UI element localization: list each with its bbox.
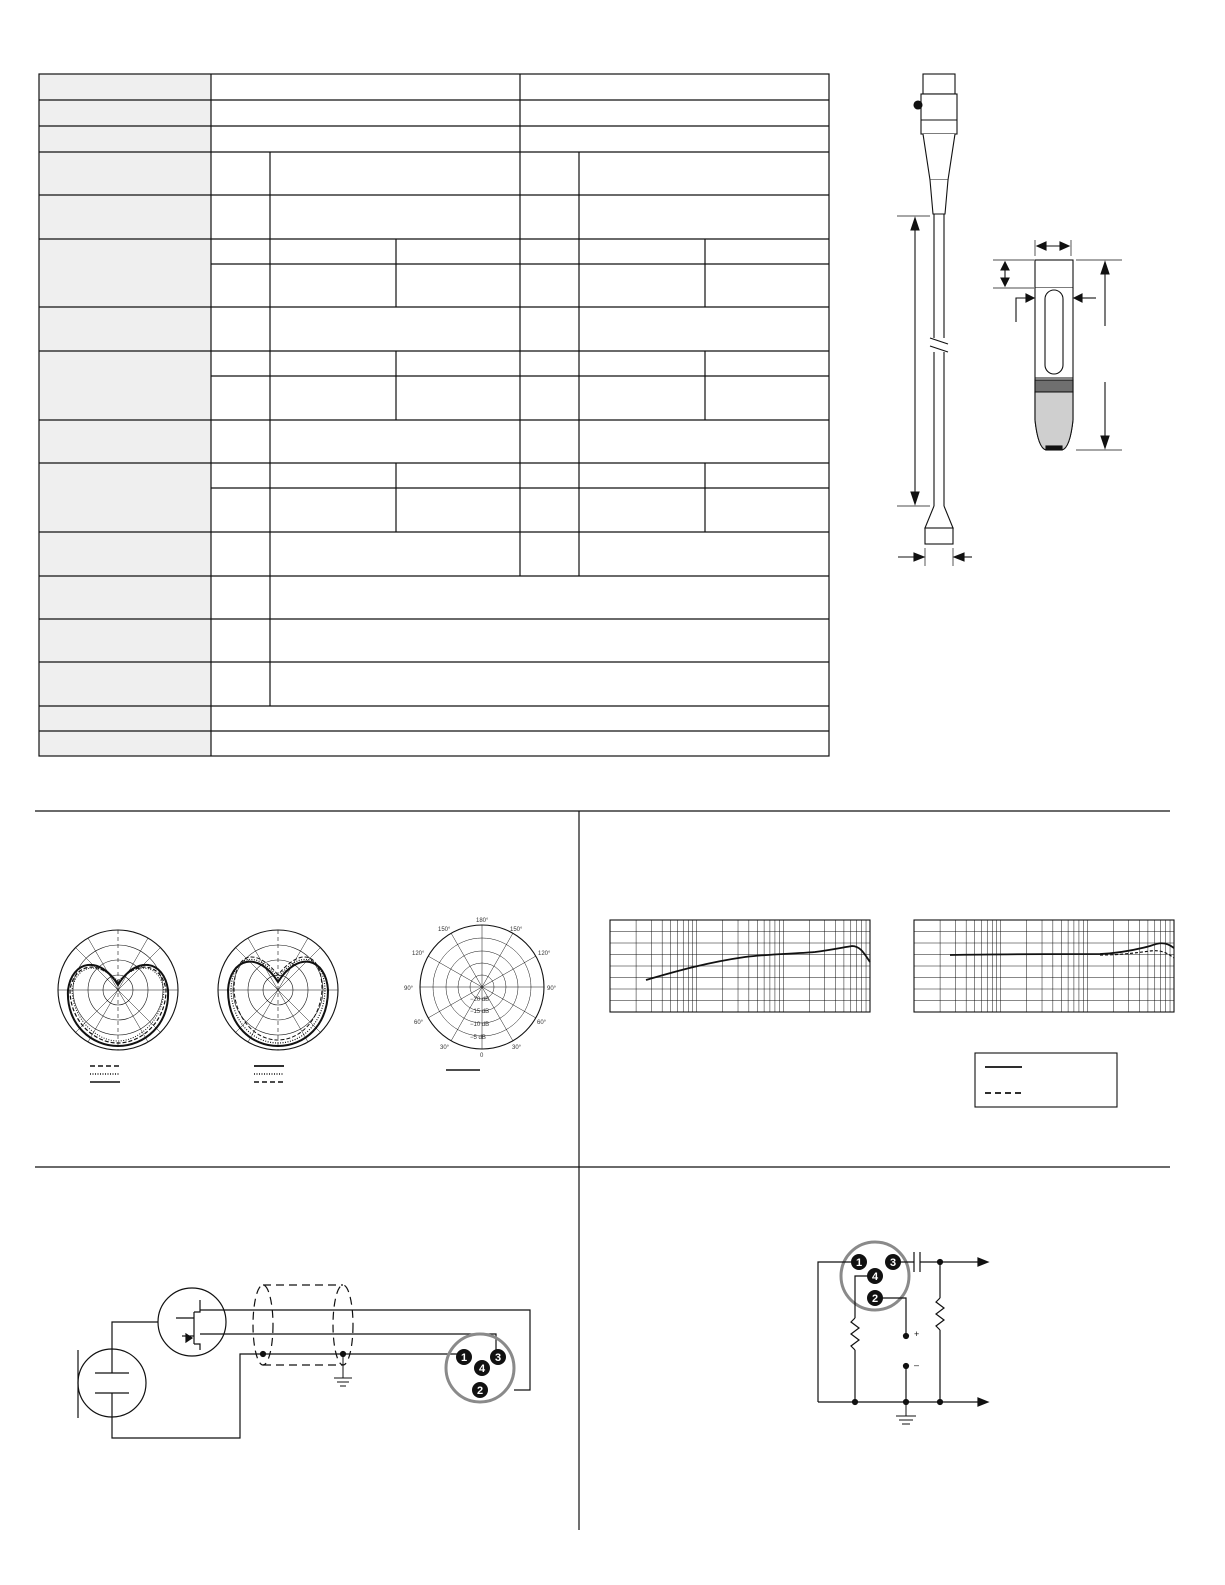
ground-icon bbox=[896, 1402, 916, 1424]
arrow-icon bbox=[1101, 436, 1109, 448]
arrow-icon bbox=[1101, 262, 1109, 274]
arrow-icon bbox=[1060, 242, 1069, 250]
arrow-icon bbox=[978, 1258, 988, 1266]
arrow-icon bbox=[1001, 278, 1009, 286]
angle-label: 0 bbox=[480, 1053, 484, 1059]
angle-label: 120° bbox=[538, 951, 551, 957]
db-label: −10 dB bbox=[470, 1022, 490, 1028]
pin-2-label: 2 bbox=[871, 1293, 879, 1305]
pin-1-label: 1 bbox=[855, 1257, 863, 1269]
angle-label: 30° bbox=[512, 1045, 522, 1051]
frequency-chart-2 bbox=[914, 920, 1174, 1012]
arrow-icon bbox=[1026, 294, 1034, 302]
arrow-icon bbox=[911, 492, 919, 504]
label-column bbox=[39, 74, 211, 756]
angle-label: 180° bbox=[476, 918, 489, 924]
arrow-icon bbox=[1037, 242, 1046, 250]
angle-label: 150° bbox=[438, 927, 451, 933]
arrow-icon bbox=[1001, 262, 1009, 270]
capsule-drawing bbox=[993, 240, 1122, 450]
angle-label: 150° bbox=[510, 927, 523, 933]
section-dividers bbox=[35, 811, 1170, 1530]
pin-2-label: 2 bbox=[476, 1385, 484, 1397]
transistor-icon bbox=[158, 1288, 226, 1356]
angle-label: 90° bbox=[547, 986, 557, 992]
polar-pattern-2 bbox=[218, 930, 338, 1082]
pin-4-label: 4 bbox=[478, 1363, 486, 1375]
arrow-icon bbox=[954, 553, 964, 561]
connector-pins-left bbox=[456, 1349, 506, 1398]
spec-table bbox=[39, 74, 829, 756]
db-label: −15 dB bbox=[470, 1009, 490, 1015]
ground-icon bbox=[334, 1354, 352, 1386]
frequency-legend bbox=[975, 1053, 1117, 1107]
angle-label: 60° bbox=[414, 1020, 424, 1026]
resistor-icon bbox=[851, 1318, 859, 1350]
pin-3-label: 3 bbox=[494, 1352, 502, 1364]
polar-angle-labels bbox=[404, 918, 557, 1059]
pin-1-label: 1 bbox=[460, 1352, 468, 1364]
db-label: −20 dB bbox=[470, 997, 490, 1003]
external-wiring-diagram bbox=[818, 1242, 988, 1424]
angle-label: 60° bbox=[537, 1020, 547, 1026]
capacitor-icon bbox=[914, 1252, 920, 1272]
cable-drawing bbox=[897, 74, 972, 566]
polar-pattern-1 bbox=[58, 930, 178, 1082]
angle-label: 120° bbox=[412, 951, 425, 957]
locking-tab bbox=[914, 101, 922, 109]
arrow-icon bbox=[911, 218, 919, 230]
arrow-icon bbox=[978, 1398, 988, 1406]
polarity-plus: + bbox=[914, 1329, 920, 1339]
pin-3-label: 3 bbox=[889, 1257, 897, 1269]
angle-label: 30° bbox=[440, 1045, 450, 1051]
arrow-icon bbox=[914, 553, 924, 561]
footer-strip bbox=[0, 1572, 1225, 1585]
db-label: −5 dB bbox=[470, 1035, 486, 1041]
pin-4-label: 4 bbox=[871, 1271, 879, 1283]
resistor-icon bbox=[936, 1298, 944, 1330]
arrow-icon bbox=[1074, 294, 1082, 302]
angle-label: 90° bbox=[404, 986, 414, 992]
polarity-minus: – bbox=[914, 1360, 920, 1370]
frequency-chart-1 bbox=[610, 920, 870, 1012]
